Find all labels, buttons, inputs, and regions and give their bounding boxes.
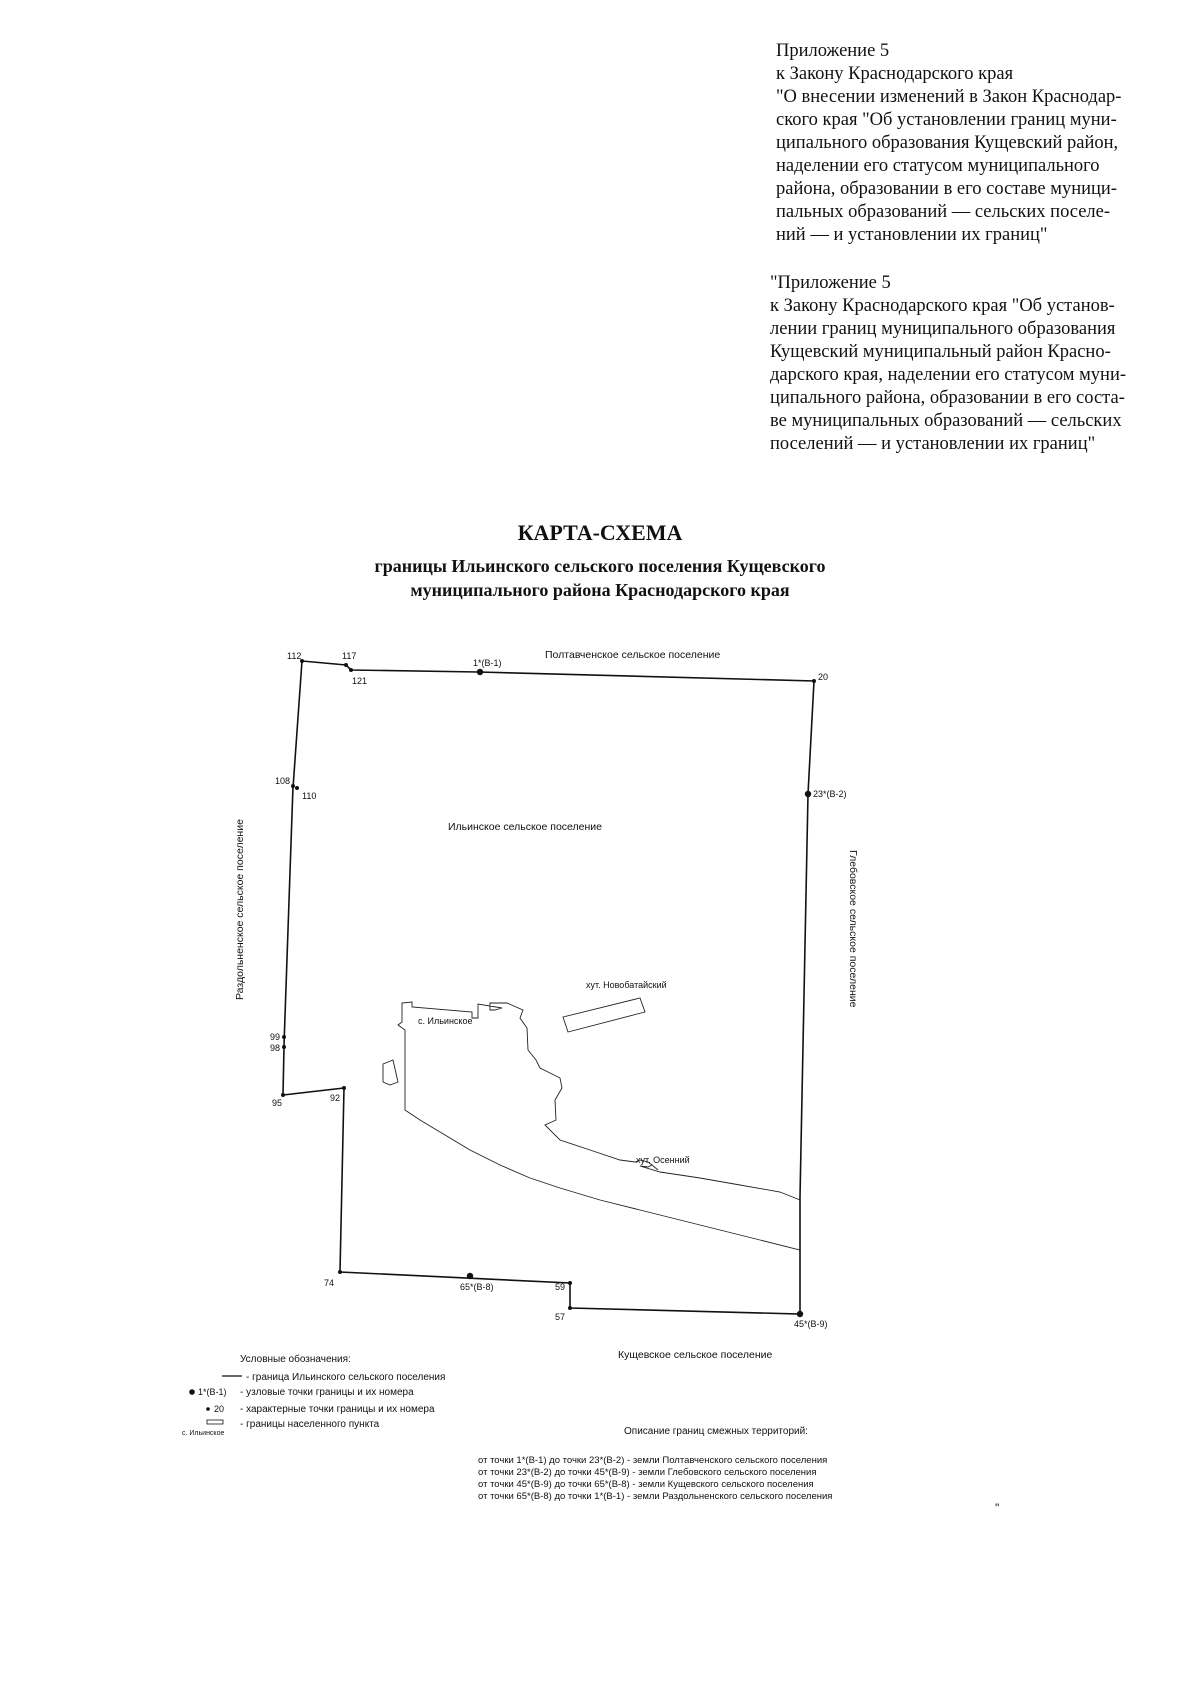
- point-label-98: 98: [270, 1043, 281, 1053]
- settlement-novobataysky-outline: [563, 998, 645, 1032]
- region-label-east: Глебовское сельское поселение: [847, 850, 859, 1008]
- point-label-110: 110: [302, 791, 317, 801]
- legend-settlement-symbol: [207, 1420, 223, 1424]
- point-108-dot: [291, 784, 295, 788]
- nodal-points: [467, 669, 811, 1317]
- nodal-point-45-dot: [797, 1311, 803, 1317]
- point-label-20: 20: [818, 672, 829, 682]
- characteristic-points: [281, 659, 816, 1310]
- nodal-point-23-dot: [805, 791, 811, 797]
- settlement-label-novobataysky: хут. Новобатайский: [586, 980, 667, 990]
- appendix-original-line: Кущевский муниципальный район Красно-: [770, 342, 1111, 362]
- nodal-point-65-dot: [467, 1273, 473, 1279]
- appendix-law-line: ципального образования Кущевский район,: [776, 133, 1119, 153]
- point-95-dot: [281, 1093, 285, 1097]
- region-label-center: Ильинское сельское поселение: [448, 821, 602, 833]
- point-57-dot: [568, 1306, 572, 1310]
- description-title: Описание границ смежных территорий:: [624, 1426, 808, 1437]
- legend-characteristic-symbol: 20: [214, 1404, 225, 1414]
- legend-item-settlement: - границы населенного пункта: [240, 1419, 380, 1430]
- appendix-original-line: поселений — и установлении их границ": [770, 434, 1096, 454]
- legend-item-nodal: - узловые точки границы и их номера: [240, 1387, 414, 1398]
- description-line: от точки 45*(В-9) до точки 65*(В-8) - земли Кущевского сельского поселения: [478, 1479, 814, 1490]
- appendix-law-line: ского края "Об установлении границ муни-: [776, 110, 1117, 130]
- appendix-law-title: Приложение 5: [776, 41, 890, 61]
- legend-nodal-symbol: 1*(В-1): [198, 1387, 227, 1397]
- region-label-west: Раздольненское сельское поселение: [234, 819, 246, 1000]
- point-99-dot: [282, 1035, 286, 1039]
- appendix-law-line: "О внесении изменений в Закон Краснодар-: [776, 87, 1122, 107]
- point-74-dot: [338, 1270, 342, 1274]
- legend-item-boundary: - граница Ильинского сельского поселения: [246, 1372, 446, 1383]
- settlement-ilinskoe-small-outline: [383, 1060, 398, 1085]
- point-label-112: 112: [287, 651, 302, 661]
- appendix-original-line: дарского края, наделении его статусом муни-: [770, 365, 1127, 385]
- settlement-ilinskoe-outline: [398, 1002, 800, 1250]
- appendix-original-line: ве муниципальных образований — сельских: [770, 411, 1122, 431]
- map-subtitle-line: границы Ильинского сельского поселения Кущевского: [374, 556, 826, 576]
- appendix-original-line: лении границ муниципального образования: [770, 319, 1116, 339]
- point-98-dot: [282, 1045, 286, 1049]
- point-label-74: 74: [324, 1278, 335, 1288]
- appendix-law-line: ний — и установлении их границ": [776, 225, 1048, 245]
- closing-quote: ": [995, 1501, 1000, 1515]
- legend-characteristic-dot: [206, 1407, 210, 1411]
- point-label-108: 108: [275, 776, 291, 786]
- description-line: от точки 1*(В-1) до точки 23*(В-2) - земли Полтавченского сельского поселения: [478, 1455, 828, 1466]
- point-label-95: 95: [272, 1098, 283, 1108]
- point-label-99: 99: [270, 1032, 281, 1042]
- nodal-label-23: 23*(В-2): [813, 789, 847, 799]
- point-117-dot: [344, 663, 348, 667]
- settlement-label-osenny: хут. Осенний: [636, 1155, 690, 1165]
- point-92-dot: [342, 1086, 346, 1090]
- point-label-59: 59: [555, 1282, 566, 1292]
- appendix-original-line: к Закону Краснодарского края "Об установ-: [770, 296, 1115, 316]
- legend-settlement-label: с. Ильинское: [182, 1430, 225, 1437]
- point-label-92: 92: [330, 1093, 341, 1103]
- nodal-point-1-dot: [477, 669, 483, 675]
- legend-item-characteristic: - характерные точки границы и их номера: [240, 1404, 435, 1415]
- nodal-label-45: 45*(В-9): [794, 1319, 828, 1329]
- region-label-south: Кущевское сельское поселение: [618, 1349, 773, 1361]
- point-110-dot: [295, 786, 299, 790]
- appendix-original-line: ципального района, образовании в его соста-: [770, 388, 1125, 408]
- appendix-law-line: района, образовании в его составе муници-: [776, 179, 1117, 199]
- nodal-label-1: 1*(В-1): [473, 658, 502, 668]
- point-59-dot: [568, 1281, 572, 1285]
- appendix-law-line: к Закону Краснодарского края: [776, 64, 1014, 84]
- point-20-dot: [812, 679, 816, 683]
- legend-nodal-dot: [189, 1389, 195, 1395]
- appendix-law-line: пальных образований — сельских поселе-: [776, 202, 1111, 222]
- appendix-law-line: наделении его статусом муниципального: [776, 156, 1100, 176]
- settlement-outlines: [383, 998, 800, 1250]
- ilinskoe-boundary-line: [283, 661, 814, 1314]
- region-label-north: Полтавченское сельское поселение: [545, 649, 721, 661]
- nodal-label-65: 65*(В-8): [460, 1282, 494, 1292]
- point-label-117: 117: [342, 651, 357, 661]
- appendix-original-title: "Приложение 5: [770, 273, 891, 293]
- legend-title: Условные обозначения:: [240, 1354, 351, 1365]
- description-line: от точки 23*(В-2) до точки 45*(В-9) - земли Глебовского сельского поселения: [478, 1467, 817, 1478]
- point-label-57: 57: [555, 1312, 566, 1322]
- point-label-121: 121: [352, 676, 368, 686]
- point-121-dot: [349, 668, 353, 672]
- description-line: от точки 65*(В-8) до точки 1*(В-1) - земли Раздольненского сельского поселения: [478, 1491, 833, 1502]
- map-title: КАРТА-СХЕМА: [517, 520, 683, 545]
- settlement-label-ilinskoe: с. Ильинское: [418, 1016, 473, 1026]
- map-subtitle-line: муниципального района Краснодарского края: [410, 580, 790, 600]
